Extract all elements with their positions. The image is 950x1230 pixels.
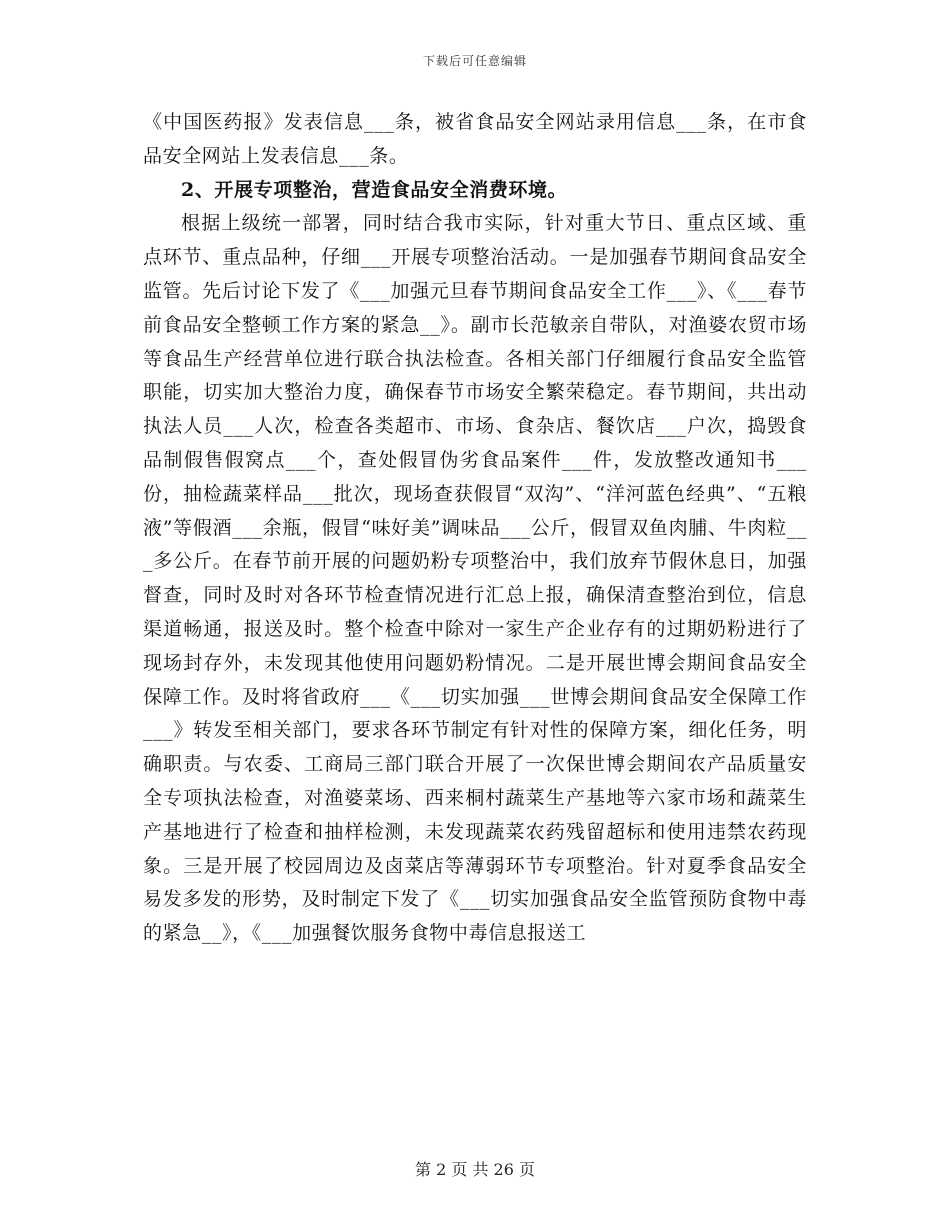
page-number: 第 2 页 共 26 页 <box>415 1160 535 1179</box>
paragraph-continuation: 《中国医药报》发表信息___条，被省食品安全网站录用信息___条，在市食品安全网站上发表信息___条。 <box>143 111 807 167</box>
document-body <box>143 106 807 951</box>
section-heading: 2、开展专项整治，营造食品安全消费环境。 <box>181 178 568 201</box>
paragraph-main: 根据上级统一部署，同时结合我市实际，针对重大节日、重点区域、重点环节、重点品种，仔细___开展专项整治活动。一是加强春节期间食品安全监管。先后讨论下发了《___加强元旦春节期间食品安全工作___》、《___春节前食品安全整顿工作方案的紧急__》。副市长范敏亲自带队，对渔婆农贸市场等食品生产经营单位进行联合执法检查。各相关部门仔细履行食品安全监管职能，切实加大整治力度，确保春节市场安全繁荣稳定。春节期间，共出动执法人员___人次，检查各类超市、市场、食杂店、餐饮店___户次，捣毁食品制假售假窝点___个，查处假冒伪劣食品案件___件，发放整改通知书___份，抽检蔬菜样品___批次，现场查获假冒“双沟”、“洋河蓝色经典”、“五粮液”等假酒___余瓶，假冒“味好美”调味品___公斤，假冒双鱼肉脯、牛肉粒___多公斤。在春节前开展的问题奶粉专项整治中，我们放弃节假休息日，加强督查，同时及时对各环节检查情况进行汇总上报，确保清查整治到位，信息渠道畅通，报送及时。整个检查中除对一家生产企业存有的过期奶粉进行了现场封存外，未发现其他使用问题奶粉情况。二是开展世博会期间食品安全保障工作。及时将省政府___《___切实加强___世博会期间食品安全保障工作___》转发至相关部门，要求各环节制定有针对性的保障方案，细化任务，明确职责。与农委、工商局三部门联合开展了一次保世博会期间农产品质量安全专项执法检查，对渔婆菜场、西来桐村蔬菜生产基地等六家市场和蔬菜生产基地进行了检查和抽样检测，未发现蔬菜农药残留超标和使用违禁农药现象。三是开展了校园周边及卤菜店等薄弱环节专项整治。针对夏季食品安全易发多发的形势，及时制定下发了《___切实加强食品安全监管预防食物中毒的紧急__》，《___加强餐饮服务食物中毒信息报送工 <box>143 212 807 945</box>
page-header: 下载后可任意编辑 <box>422 54 527 68</box>
